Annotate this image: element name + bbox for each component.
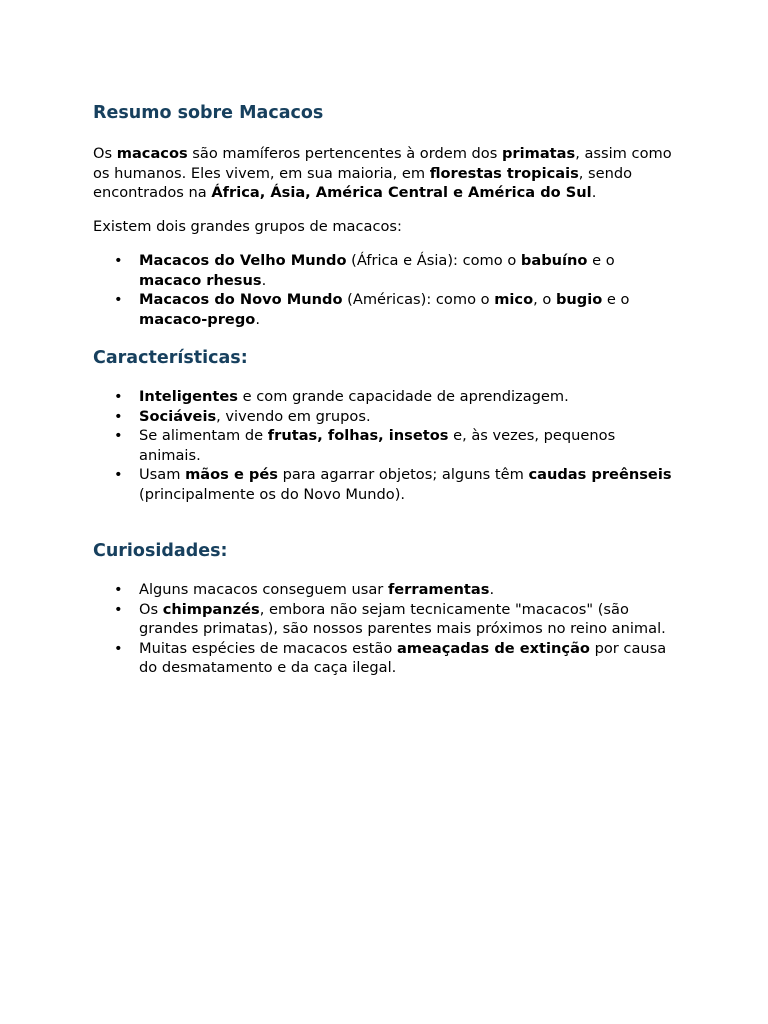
document-page <box>93 101 673 678</box>
bullet-icon: • <box>114 291 123 308</box>
bullet-icon: • <box>114 466 123 483</box>
list-item: • Se alimentam de frutas, folhas, insetos e, às vezes, pequenos animais. <box>114 427 616 464</box>
characteristics-list <box>93 387 673 504</box>
groups-intro-paragraph: Existem dois grandes grupos de macacos: <box>93 217 402 235</box>
bullet-icon: • <box>114 388 123 405</box>
list-item: • Sociáveis, vivendo em grupos. <box>114 407 371 425</box>
intro-paragraph: Os macacos são mamíferos pertencentes à ordem dos primatas, assim como os humanos. Eles vivem, em sua maioria, em florestas tropicais, sendo encontrados na África, Ásia, América Central e América do Sul. <box>93 145 672 201</box>
bullet-icon: • <box>114 407 123 425</box>
list-item: • Muitas espécies de macacos estão ameaçadas de extinção por causa do desmatamento e da caça ilegal. <box>114 639 667 676</box>
curiosities-heading: Curiosidades: <box>93 541 228 561</box>
bullet-icon: • <box>114 600 123 618</box>
list-item: • Inteligentes e com grande capacidade de aprendizagem. <box>114 388 569 405</box>
characteristics-heading: Características: <box>93 348 248 368</box>
curiosities-list <box>93 580 673 678</box>
bullet-icon: • <box>114 252 123 269</box>
document-title: Resumo sobre Macacos <box>93 103 324 123</box>
bullet-icon: • <box>114 427 123 444</box>
groups-list <box>93 251 673 329</box>
list-item: • Macacos do Velho Mundo (África e Ásia): como o babuíno e o macaco rhesus. <box>114 252 615 289</box>
list-item: • Os chimpanzés, embora não sejam tecnicamente "macacos" (são grandes primatas), são nossos parentes mais próximos no reino animal. <box>114 600 666 637</box>
list-item: • Macacos do Novo Mundo (Américas): como o mico, o bugio e o macaco-prego. <box>114 291 630 328</box>
list-item: • Alguns macacos conseguem usar ferramentas. <box>114 581 495 598</box>
list-item: • Usam mãos e pés para agarrar objetos; alguns têm caudas preênseis (principalmente os do Novo Mundo). <box>114 466 672 503</box>
bullet-icon: • <box>114 639 123 657</box>
bullet-icon: • <box>114 581 123 598</box>
